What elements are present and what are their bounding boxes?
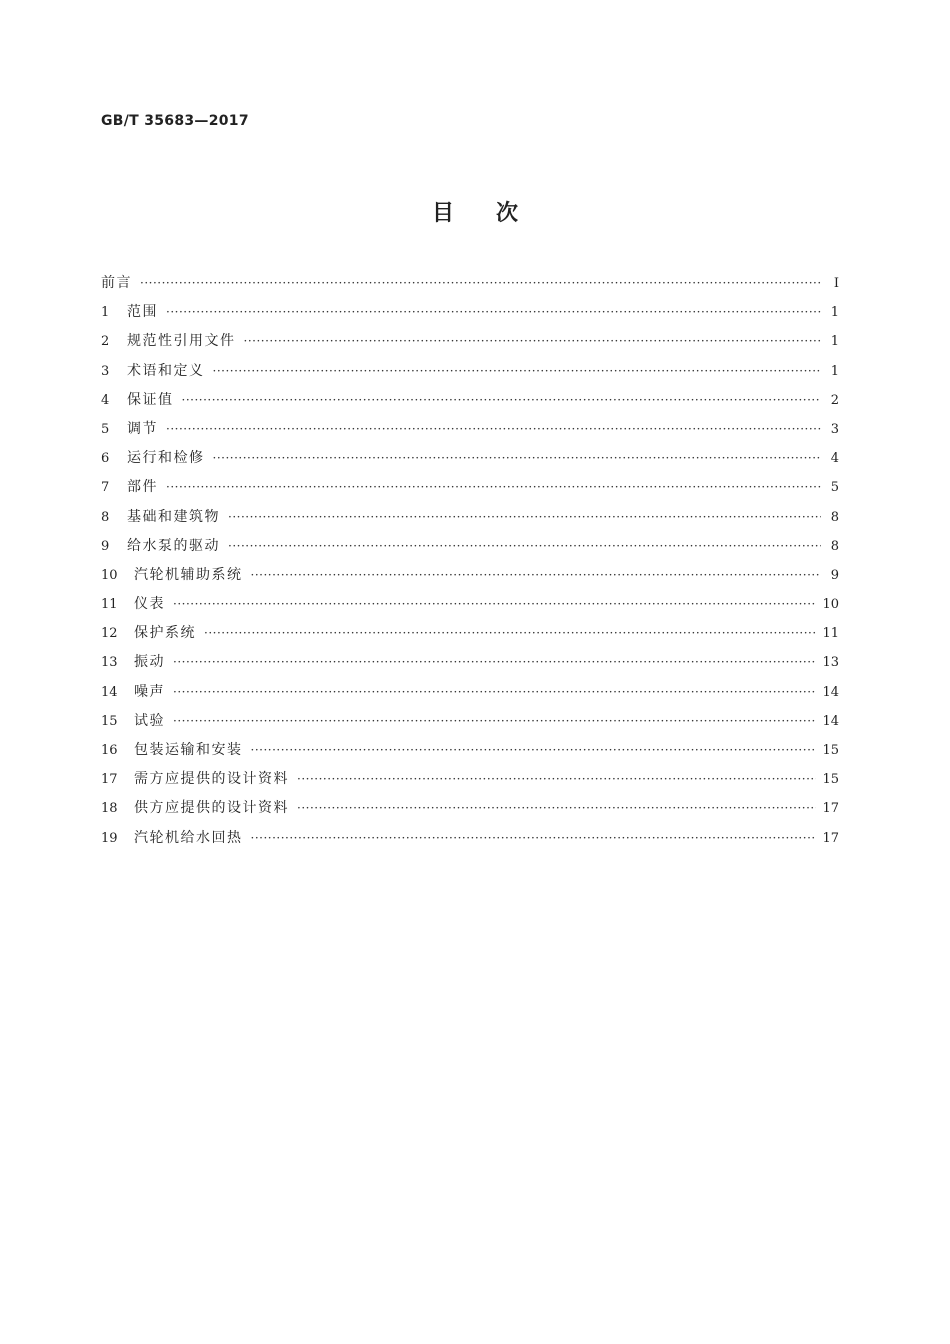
toc-entry-page: 17 [822,801,839,817]
toc-entry-page: 1 [830,363,839,379]
toc-entry-16[interactable] [101,739,839,768]
toc-entry-number: 10 [101,567,118,583]
toc-entry-15[interactable] [101,710,839,739]
toc-entry-page: 17 [822,830,839,846]
toc-dot-leader [173,655,816,669]
toc-entry-2[interactable] [101,330,839,359]
toc-dot-leader [251,743,817,757]
toc-entry-14[interactable] [101,681,839,710]
toc-dot-leader [166,480,821,494]
toc-dot-leader [166,422,821,436]
toc-entry-number: 8 [101,509,110,525]
toc-dot-leader [173,685,816,699]
toc-entry-label: 振动 [134,654,165,671]
toc-entry-label: 基础和建筑物 [127,508,220,525]
toc-dot-leader [228,539,821,553]
toc-entry-label: 汽轮机辅助系统 [134,566,243,583]
toc-entry-page: 8 [830,538,839,554]
toc-entry-number: 5 [101,421,110,437]
toc-entry-page: 2 [830,392,839,408]
toc-entry-label: 给水泵的驱动 [127,537,220,554]
toc-entry-number: 6 [101,451,110,467]
toc-entry-label: 试验 [134,712,165,729]
toc-entry-11[interactable] [101,593,839,622]
toc-entry-page: 5 [830,480,839,496]
toc-title: 目次 [431,201,560,226]
toc-entry-page: 1 [830,334,839,350]
toc-dot-leader [173,597,816,611]
toc-entry-label: 术语和定义 [127,362,205,379]
toc-entry-page: 15 [822,743,839,758]
toc-entry-number: 19 [101,830,118,846]
toc-entry-label: 汽轮机给水回热 [134,829,243,846]
toc-entry-label: 保护系统 [134,625,196,642]
toc-entry-number: 1 [101,305,110,321]
toc-entry-13[interactable] [101,651,839,680]
toc-entry-number: 11 [101,597,118,613]
toc-entry-number: 9 [101,538,110,554]
toc-entry-number: 13 [101,655,118,671]
toc-entry-label: 范围 [127,304,158,321]
toc-entry-page: 8 [830,509,839,525]
toc-entry-label: 仪表 [134,596,165,613]
toc-entry-label: 部件 [127,479,158,496]
toc-dot-leader [297,801,816,815]
toc-dot-leader [213,364,822,378]
toc-entry-page: 13 [822,655,839,671]
toc-entry-3[interactable] [101,360,839,389]
toc-entry-label: 调节 [127,420,158,437]
toc-entry-19[interactable] [101,827,839,856]
toc-entry-9[interactable] [101,535,839,564]
table-of-contents [101,272,839,856]
toc-entry-number: 7 [101,480,110,496]
toc-entry-12[interactable] [101,622,839,651]
toc-entry-page: Ⅰ [833,276,839,291]
toc-entry-number: 4 [101,392,110,408]
toc-dot-leader [251,568,822,582]
toc-dot-leader [173,714,816,728]
toc-entry-label: 噪声 [134,683,165,700]
standard-code: GB/T 35683—2017 [101,113,249,129]
toc-entry-5[interactable] [101,418,839,447]
toc-entry-label: 保证值 [127,391,174,408]
toc-entry-1[interactable] [101,301,839,330]
toc-dot-leader [166,305,821,319]
toc-entry-number: 2 [101,334,110,350]
toc-entry-page: 9 [830,567,839,583]
toc-dot-leader [244,334,822,348]
toc-dot-leader [213,451,822,465]
toc-entry-page: 11 [822,626,839,642]
toc-entry-page: 4 [830,451,839,467]
toc-entry-page: 15 [822,772,839,788]
toc-entry-17[interactable] [101,768,839,797]
toc-entry-page: 3 [830,421,839,437]
toc-dot-leader [182,393,822,407]
toc-entry-number: 17 [101,772,118,788]
toc-dot-leader [297,772,816,786]
toc-entry-number: 12 [101,626,118,642]
toc-entry-label: 供方应提供的设计资料 [134,800,289,817]
toc-entry-page: 1 [830,305,839,321]
toc-entry-label: 规范性引用文件 [127,333,236,350]
toc-entry-number: 15 [101,713,118,729]
toc-entry-foreword[interactable] [101,272,839,301]
toc-entry-label: 包装运输和安装 [134,742,243,758]
toc-entry-10[interactable] [101,564,839,593]
toc-dot-leader [204,626,816,640]
toc-entry-4[interactable] [101,389,839,418]
toc-entry-number: 16 [101,743,118,758]
toc-entry-label: 需方应提供的设计资料 [134,771,289,788]
toc-dot-leader [228,510,821,524]
toc-entry-number: 18 [101,801,118,817]
toc-entry-page: 10 [822,597,839,613]
toc-entry-number: 3 [101,363,110,379]
toc-entry-number: 14 [101,684,118,700]
toc-entry-label: 运行和检修 [127,450,205,467]
toc-entry-18[interactable] [101,797,839,826]
toc-entry-8[interactable] [101,506,839,535]
toc-entry-page: 14 [822,713,839,729]
toc-entry-7[interactable] [101,476,839,505]
toc-entry-label: 前言 [101,275,132,291]
toc-dot-leader [251,831,817,845]
toc-entry-6[interactable] [101,447,839,476]
toc-entry-page: 14 [822,684,839,700]
toc-dot-leader [140,276,821,290]
